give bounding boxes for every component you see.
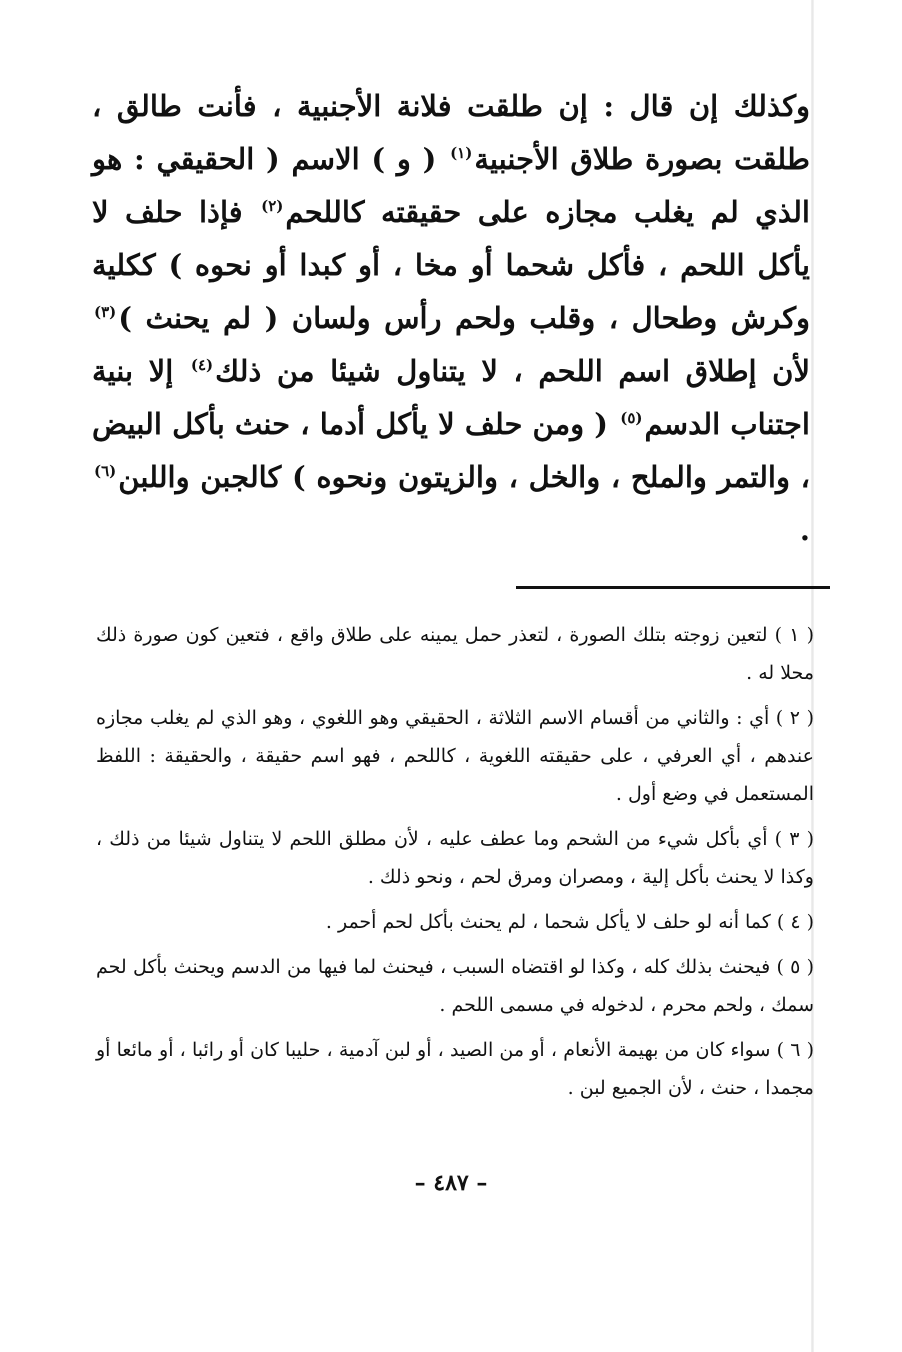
footnote-ref-5[interactable]: (٥) (620, 409, 643, 428)
footnote-ref-1[interactable]: (١) (450, 144, 473, 163)
text-segment: فإذا حلف لا يأكل اللحم ، فأكل شحما أو مخا ، أو كبدا أو نحوه ) ككلية وكرش وطحال ، وقلب ولحم رأس ولسان ( لم يحنث ) (92, 195, 811, 335)
footnote-ref-4[interactable]: (٤) (190, 356, 214, 375)
text-segment: ( ومن حلف لا يأكل أدما ، حنث بأكل البيض ، والتمر والملح ، والخل ، والزيتون ونحوه ) كالجبن واللبن (92, 407, 810, 494)
footnotes-section (96, 616, 814, 1114)
footnote-4: ( ٤ ) كما أنه لو حلف لا يأكل شحما ، لم يحنث بأكل لحم أحمر . (325, 911, 814, 933)
footnote-3: ( ٣ ) أي بأكل شيء من الشحم وما عطف عليه ، لأن مطلق اللحم لا يتناول شيئا من ذلك ، وكذا لا يحنث بأكل إلية ، ومصران ومرق لحم ، ونحو ذلك . (96, 828, 815, 888)
text-segment: إلا بنية اجتناب الدسم (92, 354, 810, 441)
text-segment: لأن إطلاق اسم اللحم ، لا يتناول شيئا من ذلك (215, 354, 810, 388)
text-segment: وكذلك إن قال : إن طلقت فلانة الأجنبية ، فأنت طالق ، طلقت بصورة طلاق الأجنبية (92, 89, 810, 176)
footnote-ref-2[interactable]: (٢) (261, 197, 284, 216)
text-segment: ( و ) الاسم ( الحقيقي : هو الذي لم يغلب مجازه على حقيقته كاللحم (92, 142, 810, 229)
footnote-separator (516, 586, 830, 589)
footnote-5: ( ٥ ) فيحنث بذلك كله ، وكذا لو اقتضاه السبب ، فيحنث لما فيها من الدسم ويحنث بأكل لحم سمك ، ولحم محرم ، لدخوله في مسمى اللحم . (96, 956, 814, 1016)
footnote-2: ( ٢ ) أي : والثاني من أقسام الاسم الثلاثة ، الحقيقي وهو اللغوي ، وهو الذي لم يغلب مجازه عندهم ، أي العرفي ، على حقيقته اللغوية ، كاللحم ، فهو اسم حقيقة ، والحقيقة : اللفظ المستعمل في وضع أول . (96, 707, 815, 805)
main-text (92, 80, 810, 557)
page-number: – ٤٨٧ – (414, 1170, 488, 1196)
footnote-6: ( ٦ ) سواء كان من بهيمة الأنعام ، أو من الصيد ، أو لبن آدمية ، حليبا كان أو رائبا ، أو مائعا أو مجمدا ، حنث ، لأن الجميع لبن . (96, 1039, 815, 1099)
text-segment: . (799, 513, 810, 547)
footnote-ref-3[interactable]: (٣) (94, 303, 117, 322)
footnote-1: ( ١ ) لتعين زوجته بتلك الصورة ، لتعذر حمل يمينه على طلاق واقع ، فتعين كون صورة ذلك محلا له . (96, 624, 815, 684)
footnote-ref-6[interactable]: (٦) (94, 462, 117, 481)
main-paragraph (92, 80, 810, 557)
